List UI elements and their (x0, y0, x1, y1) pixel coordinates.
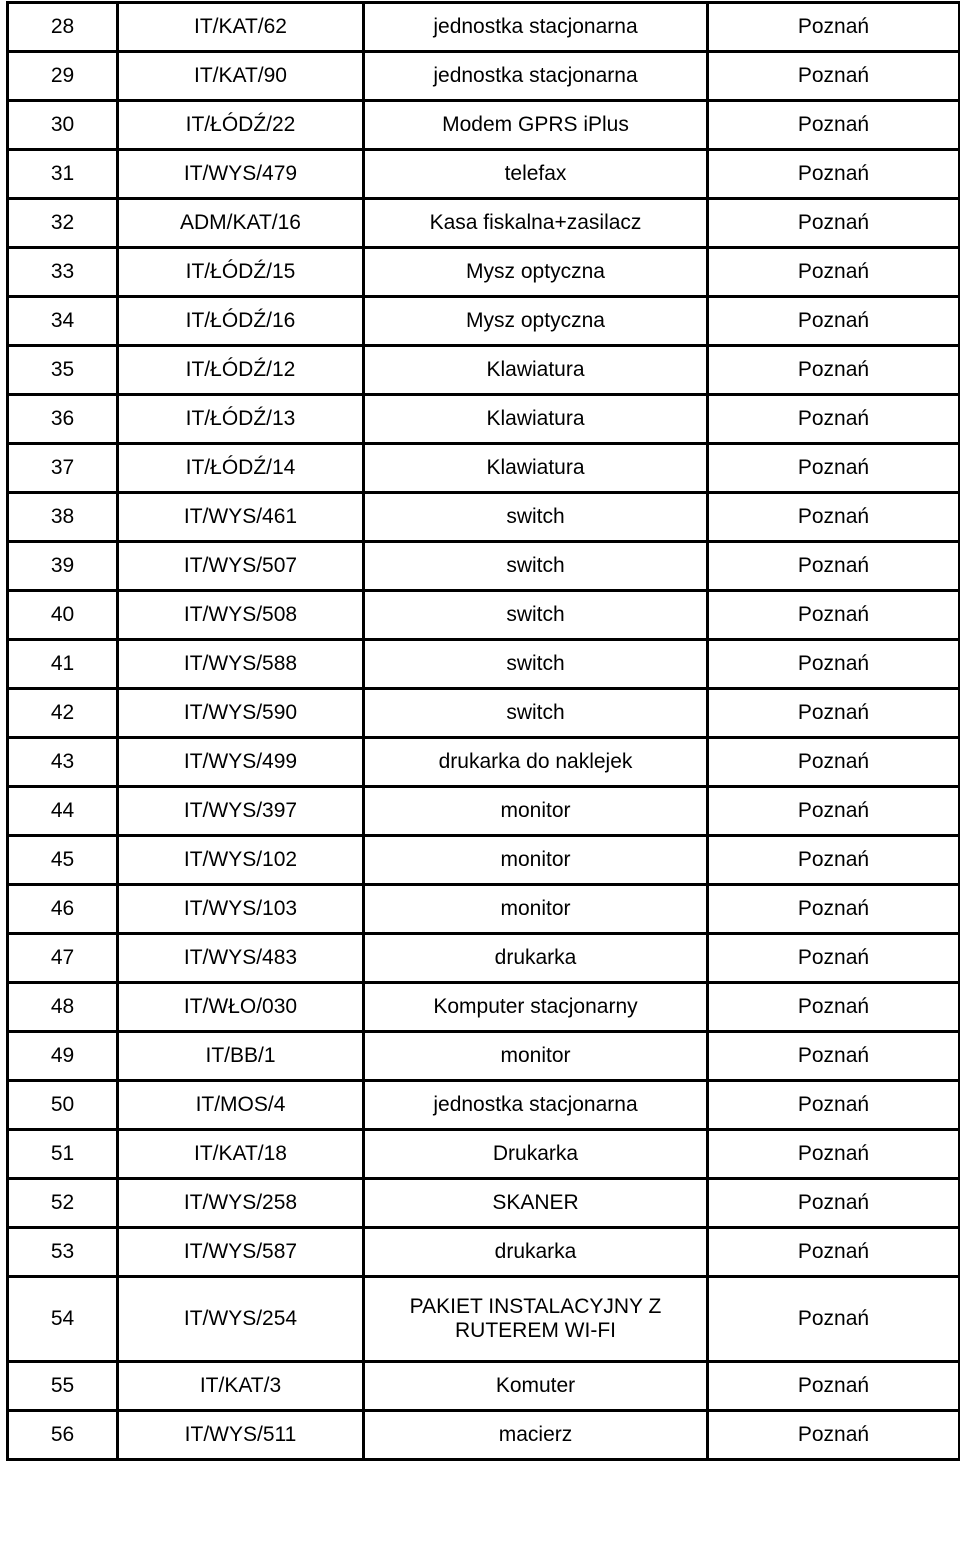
row-number: 29 (8, 52, 118, 101)
item-name: switch (364, 493, 708, 542)
inventory-number: IT/WYS/483 (118, 934, 364, 983)
inventory-number: IT/ŁÓDŹ/22 (118, 101, 364, 150)
inventory-number: IT/WŁO/030 (118, 983, 364, 1032)
table-row (8, 297, 960, 346)
location: Poznań (708, 1362, 960, 1411)
table-row (8, 542, 960, 591)
location: Poznań (708, 738, 960, 787)
row-number: 40 (8, 591, 118, 640)
item-name: jednostka stacjonarna (364, 1081, 708, 1130)
row-number: 51 (8, 1130, 118, 1179)
inventory-number: IT/ŁÓDŹ/15 (118, 248, 364, 297)
table-row (8, 1411, 960, 1460)
location: Poznań (708, 1277, 960, 1362)
location: Poznań (708, 1081, 960, 1130)
inventory-table-body (8, 3, 960, 1460)
row-number: 56 (8, 1411, 118, 1460)
row-number: 53 (8, 1228, 118, 1277)
inventory-number: IT/KAT/62 (118, 3, 364, 52)
location: Poznań (708, 493, 960, 542)
table-row (8, 493, 960, 542)
location: Poznań (708, 346, 960, 395)
location: Poznań (708, 934, 960, 983)
table-row (8, 1228, 960, 1277)
inventory-number: IT/WYS/499 (118, 738, 364, 787)
item-name: telefax (364, 150, 708, 199)
location: Poznań (708, 52, 960, 101)
row-number: 37 (8, 444, 118, 493)
inventory-number: IT/WYS/507 (118, 542, 364, 591)
inventory-number: IT/ŁÓDŹ/12 (118, 346, 364, 395)
row-number: 43 (8, 738, 118, 787)
inventory-number: IT/BB/1 (118, 1032, 364, 1081)
item-name: Drukarka (364, 1130, 708, 1179)
location: Poznań (708, 297, 960, 346)
item-name: switch (364, 542, 708, 591)
table-row (8, 248, 960, 297)
location: Poznań (708, 689, 960, 738)
item-name: monitor (364, 787, 708, 836)
table-row (8, 150, 960, 199)
location: Poznań (708, 248, 960, 297)
table-row (8, 52, 960, 101)
inventory-number: IT/WYS/588 (118, 640, 364, 689)
table-row (8, 395, 960, 444)
row-number: 39 (8, 542, 118, 591)
item-name: jednostka stacjonarna (364, 52, 708, 101)
location: Poznań (708, 3, 960, 52)
inventory-number: IT/WYS/508 (118, 591, 364, 640)
location: Poznań (708, 787, 960, 836)
location: Poznań (708, 1179, 960, 1228)
item-name: drukarka (364, 934, 708, 983)
item-name: Modem GPRS iPlus (364, 101, 708, 150)
location: Poznań (708, 983, 960, 1032)
inventory-table (6, 1, 960, 1461)
table-row (8, 1032, 960, 1081)
table-row (8, 101, 960, 150)
table-row (8, 3, 960, 52)
item-name: Mysz optyczna (364, 297, 708, 346)
location: Poznań (708, 444, 960, 493)
table-row (8, 836, 960, 885)
inventory-number: IT/WYS/461 (118, 493, 364, 542)
table-row (8, 346, 960, 395)
inventory-number: IT/ŁÓDŹ/13 (118, 395, 364, 444)
table-row (8, 738, 960, 787)
row-number: 33 (8, 248, 118, 297)
item-name: drukarka do naklejek (364, 738, 708, 787)
item-name: Klawiatura (364, 346, 708, 395)
location: Poznań (708, 1032, 960, 1081)
item-name: Mysz optyczna (364, 248, 708, 297)
item-name: jednostka stacjonarna (364, 3, 708, 52)
inventory-number: IT/WYS/511 (118, 1411, 364, 1460)
location: Poznań (708, 542, 960, 591)
item-name: Klawiatura (364, 395, 708, 444)
row-number: 46 (8, 885, 118, 934)
item-name: switch (364, 689, 708, 738)
item-name: SKANER (364, 1179, 708, 1228)
inventory-number: IT/WYS/397 (118, 787, 364, 836)
row-number: 36 (8, 395, 118, 444)
row-number: 47 (8, 934, 118, 983)
item-name: PAKIET INSTALACYJNY Z RUTEREM WI-FI (364, 1277, 708, 1362)
inventory-number: IT/WYS/103 (118, 885, 364, 934)
item-name: monitor (364, 836, 708, 885)
table-row (8, 444, 960, 493)
inventory-number: IT/WYS/587 (118, 1228, 364, 1277)
row-number: 50 (8, 1081, 118, 1130)
inventory-number: IT/ŁÓDŹ/16 (118, 297, 364, 346)
row-number: 31 (8, 150, 118, 199)
location: Poznań (708, 1228, 960, 1277)
item-name: macierz (364, 1411, 708, 1460)
table-row (8, 591, 960, 640)
location: Poznań (708, 395, 960, 444)
item-name: switch (364, 640, 708, 689)
table-row (8, 1130, 960, 1179)
location: Poznań (708, 640, 960, 689)
inventory-number: IT/ŁÓDŹ/14 (118, 444, 364, 493)
item-name: Komputer stacjonarny (364, 983, 708, 1032)
table-row (8, 1362, 960, 1411)
table-row (8, 1081, 960, 1130)
item-name: monitor (364, 1032, 708, 1081)
row-number: 28 (8, 3, 118, 52)
table-row (8, 934, 960, 983)
location: Poznań (708, 885, 960, 934)
location: Poznań (708, 101, 960, 150)
location: Poznań (708, 199, 960, 248)
table-row (8, 640, 960, 689)
row-number: 52 (8, 1179, 118, 1228)
table-row (8, 787, 960, 836)
inventory-number: IT/WYS/590 (118, 689, 364, 738)
row-number: 30 (8, 101, 118, 150)
inventory-number: IT/KAT/90 (118, 52, 364, 101)
inventory-number: IT/WYS/258 (118, 1179, 364, 1228)
inventory-number: IT/WYS/254 (118, 1277, 364, 1362)
inventory-number: IT/WYS/479 (118, 150, 364, 199)
table-row (8, 689, 960, 738)
table-row (8, 983, 960, 1032)
item-name: Kasa fiskalna+zasilacz (364, 199, 708, 248)
row-number: 54 (8, 1277, 118, 1362)
item-name: Komuter (364, 1362, 708, 1411)
row-number: 41 (8, 640, 118, 689)
row-number: 32 (8, 199, 118, 248)
inventory-number: IT/MOS/4 (118, 1081, 364, 1130)
table-row (8, 1277, 960, 1362)
table-row (8, 885, 960, 934)
item-name: drukarka (364, 1228, 708, 1277)
location: Poznań (708, 1411, 960, 1460)
row-number: 34 (8, 297, 118, 346)
row-number: 42 (8, 689, 118, 738)
row-number: 44 (8, 787, 118, 836)
location: Poznań (708, 150, 960, 199)
location: Poznań (708, 836, 960, 885)
inventory-number: ADM/KAT/16 (118, 199, 364, 248)
item-name: Klawiatura (364, 444, 708, 493)
row-number: 45 (8, 836, 118, 885)
row-number: 35 (8, 346, 118, 395)
row-number: 55 (8, 1362, 118, 1411)
row-number: 49 (8, 1032, 118, 1081)
location: Poznań (708, 591, 960, 640)
inventory-number: IT/WYS/102 (118, 836, 364, 885)
item-name: switch (364, 591, 708, 640)
inventory-number: IT/KAT/3 (118, 1362, 364, 1411)
row-number: 48 (8, 983, 118, 1032)
location: Poznań (708, 1130, 960, 1179)
table-row (8, 199, 960, 248)
inventory-number: IT/KAT/18 (118, 1130, 364, 1179)
row-number: 38 (8, 493, 118, 542)
table-row (8, 1179, 960, 1228)
item-name: monitor (364, 885, 708, 934)
